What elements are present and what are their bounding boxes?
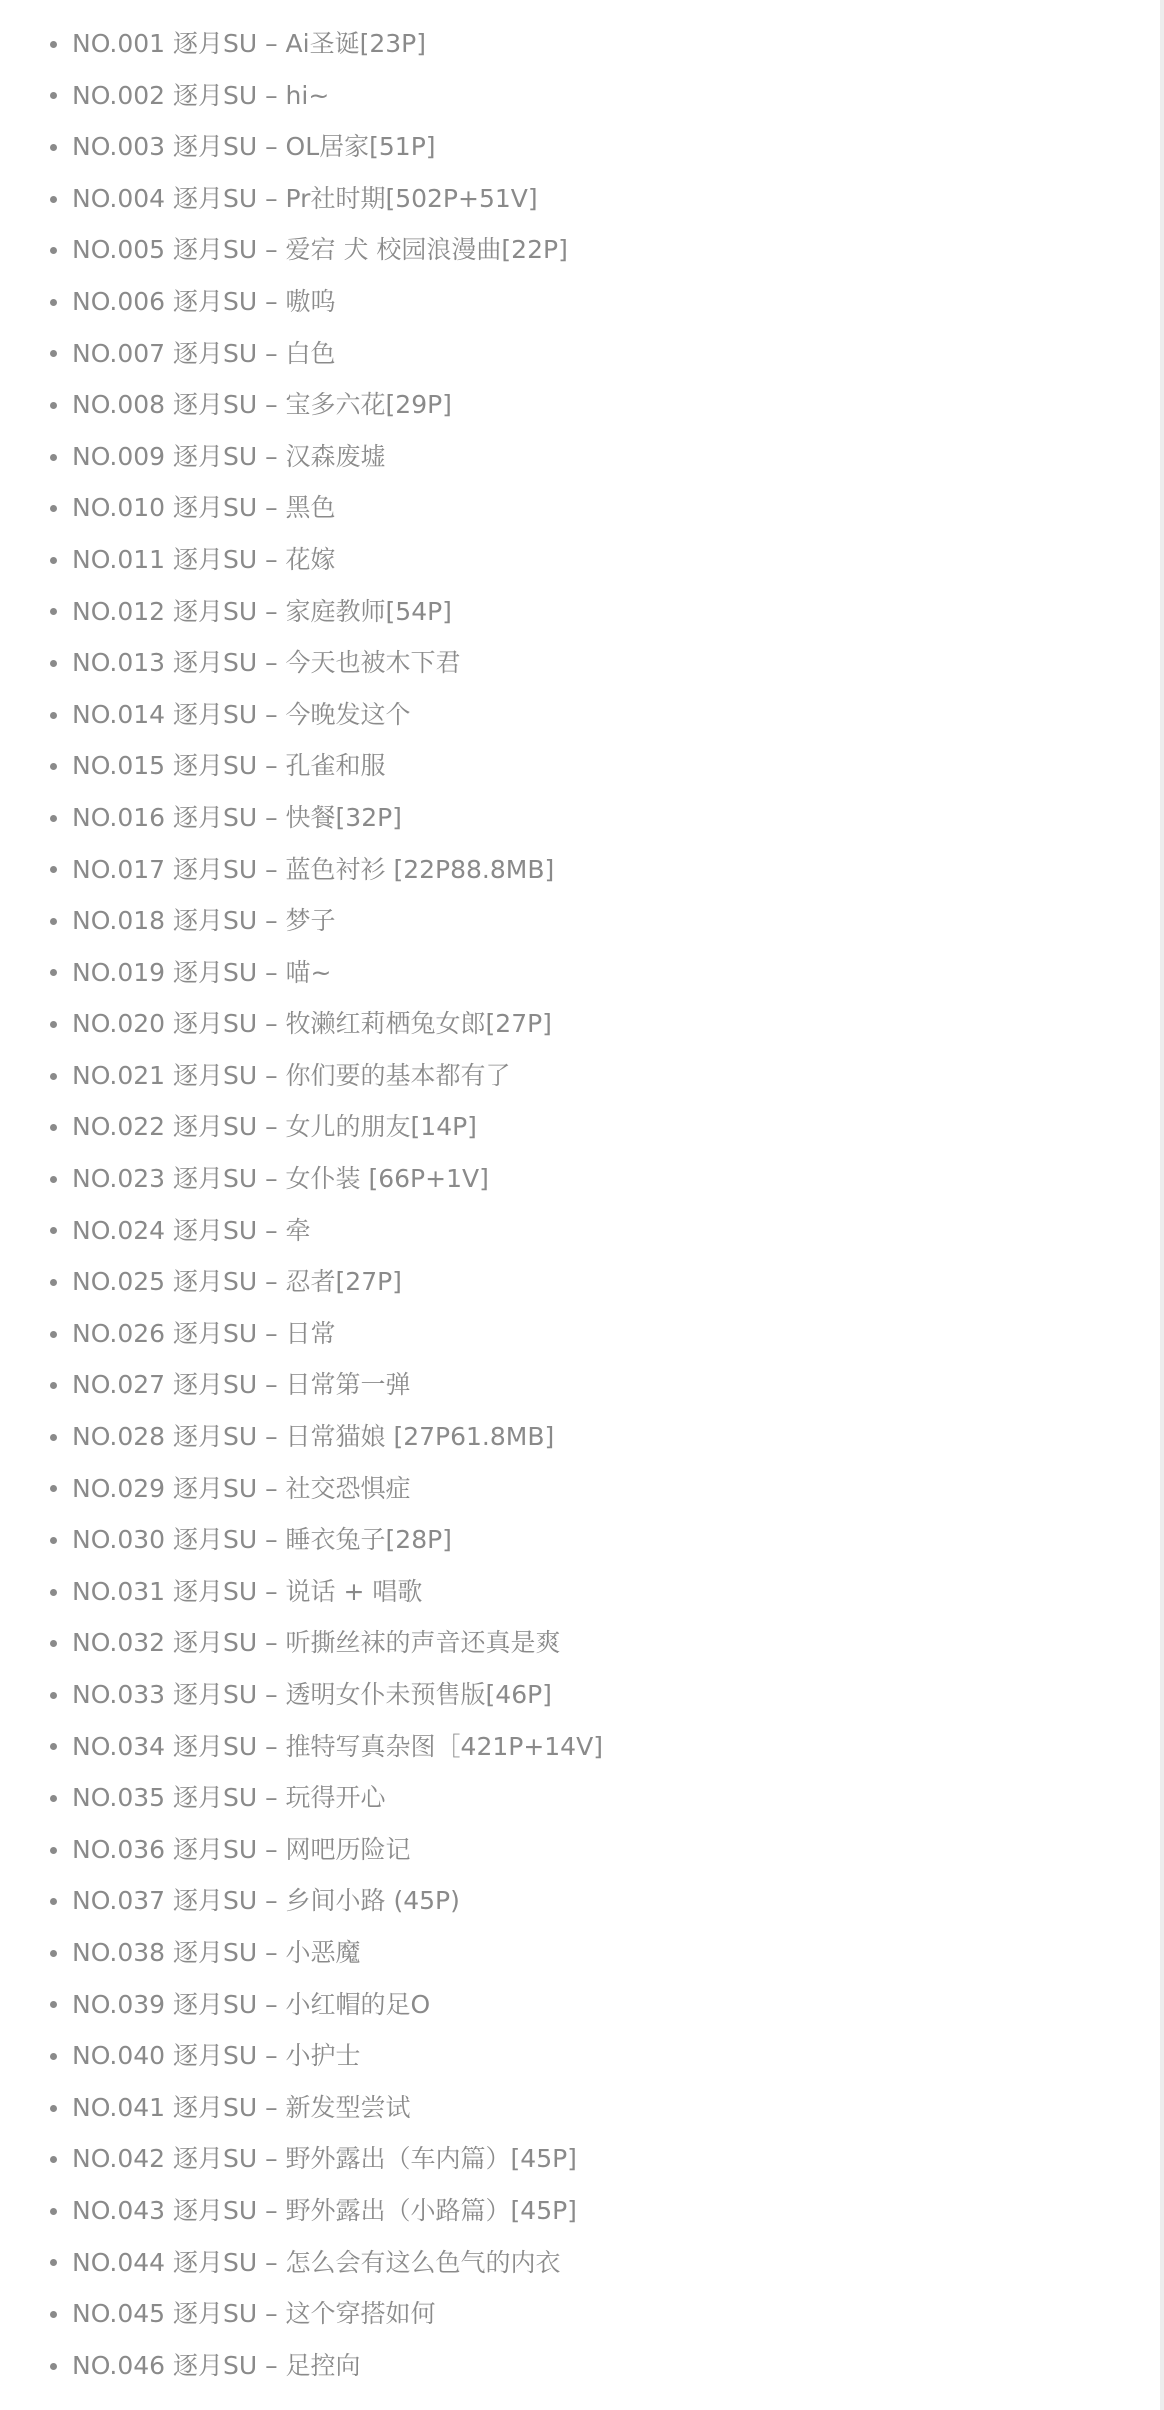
list-item[interactable] (0, 1359, 1160, 1411)
list-item-link[interactable]: NO.032 逐月SU – 听撕丝袜的声音还真是爽 (72, 1628, 561, 1658)
list-item-link[interactable]: NO.006 逐月SU – 嗷呜 (72, 286, 336, 316)
bullet-icon (50, 2156, 57, 2163)
bullet-icon (50, 815, 57, 822)
list-item-link[interactable]: NO.041 逐月SU – 新发型尝试 (72, 2092, 411, 2122)
list-item[interactable] (0, 2237, 1160, 2289)
list-item[interactable] (0, 1927, 1160, 1979)
bullet-icon (50, 2105, 57, 2112)
list-item[interactable] (0, 1721, 1160, 1773)
list-item[interactable] (0, 1875, 1160, 1927)
list-item[interactable] (0, 586, 1160, 638)
bullet-icon (50, 1331, 57, 1338)
bullet-icon (50, 1898, 57, 1905)
bullet-icon (50, 299, 57, 306)
bullet-icon (50, 866, 57, 873)
list-item[interactable] (0, 1050, 1160, 1102)
list-item-link[interactable]: NO.010 逐月SU – 黑色 (72, 493, 336, 523)
bullet-icon (50, 92, 57, 99)
bullet-icon (50, 2363, 57, 2370)
bullet-icon (50, 608, 57, 615)
list-item[interactable] (0, 1256, 1160, 1308)
list-item-link[interactable]: NO.028 逐月SU – 日常猫娘 [27P61.8MB] (72, 1422, 555, 1452)
list-item-link[interactable]: NO.036 逐月SU – 网吧历险记 (72, 1834, 411, 1864)
list-item[interactable] (0, 844, 1160, 896)
list-item-link[interactable]: NO.044 逐月SU – 怎么会有这么色气的内衣 (72, 2247, 561, 2277)
bullet-icon (50, 1743, 57, 1750)
list-item[interactable] (0, 1824, 1160, 1876)
list-item[interactable] (0, 2185, 1160, 2237)
list-item[interactable] (0, 1153, 1160, 1205)
bullet-icon (50, 969, 57, 976)
bullet-icon (50, 1227, 57, 1234)
bullet-icon (50, 557, 57, 564)
list-item[interactable] (0, 689, 1160, 741)
list-item-link[interactable]: NO.003 逐月SU – OL居家[51P] (72, 132, 436, 162)
bullet-icon (50, 1434, 57, 1441)
list-item-link[interactable]: NO.045 逐月SU – 这个穿搭如何 (72, 2299, 436, 2329)
list-item-link[interactable]: NO.042 逐月SU – 野外露出（车内篇）[45P] (72, 2144, 577, 2174)
bullet-icon (50, 1950, 57, 1957)
list-item-link[interactable]: NO.014 逐月SU – 今晚发这个 (72, 699, 411, 729)
list-item[interactable] (0, 482, 1160, 534)
scrollbar-track[interactable] (1160, 0, 1164, 2410)
list-item[interactable] (0, 740, 1160, 792)
list-item[interactable] (0, 1772, 1160, 1824)
list-item-link[interactable]: NO.007 逐月SU – 白色 (72, 338, 336, 368)
list-item[interactable] (0, 1308, 1160, 1360)
list-item[interactable] (0, 2288, 1160, 2340)
bullet-icon (50, 2259, 57, 2266)
list-item[interactable] (0, 328, 1160, 380)
bullet-icon (50, 41, 57, 48)
bullet-icon (50, 1485, 57, 1492)
list-item-link[interactable]: NO.009 逐月SU – 汉森废墟 (72, 441, 386, 471)
list-item[interactable] (0, 1514, 1160, 1566)
list-item[interactable] (0, 2082, 1160, 2134)
list-item[interactable] (0, 2133, 1160, 2185)
bullet-icon (50, 402, 57, 409)
list-item[interactable] (0, 18, 1160, 70)
list-item[interactable] (0, 1205, 1160, 1257)
bullet-icon (50, 2001, 57, 2008)
bullet-icon (50, 505, 57, 512)
list-item-link[interactable]: NO.004 逐月SU – Pr社时期[502P+51V] (72, 183, 538, 213)
list-item-link[interactable]: NO.002 逐月SU – hi~ (72, 80, 330, 110)
list-item[interactable] (0, 998, 1160, 1050)
list-item-link[interactable]: NO.033 逐月SU – 透明女仆未预售版[46P] (72, 1680, 552, 1709)
list-item-link[interactable]: NO.029 逐月SU – 社交恐惧症 (72, 1473, 411, 1503)
list-item-link[interactable]: NO.026 逐月SU – 日常 (72, 1318, 336, 1348)
list-item[interactable] (0, 379, 1160, 431)
bullet-icon (50, 1124, 57, 1131)
list-item[interactable] (0, 224, 1160, 276)
list-item-link[interactable]: NO.022 逐月SU – 女儿的朋友[14P] (72, 1112, 477, 1142)
list-item[interactable] (0, 1101, 1160, 1153)
list-item-link[interactable]: NO.020 逐月SU – 牧濑红莉栖兔女郎[27P] (72, 1009, 552, 1039)
bullet-icon (50, 918, 57, 925)
list-item-link[interactable]: NO.011 逐月SU – 花嫁 (72, 544, 336, 574)
list-item-link[interactable]: NO.012 逐月SU – 家庭教师[54P] (72, 596, 452, 626)
list-item-link[interactable]: NO.005 逐月SU – 爱宕 犬 校园浪漫曲[22P] (72, 235, 568, 265)
bullet-icon (50, 2311, 57, 2318)
list-item-link[interactable]: NO.046 逐月SU – 足控向 (72, 2350, 361, 2380)
list-item[interactable] (0, 1669, 1160, 1721)
list-item[interactable] (0, 1617, 1160, 1669)
list-item-link[interactable]: NO.016 逐月SU – 快餐[32P] (72, 802, 402, 832)
bullet-icon (50, 2053, 57, 2060)
bullet-icon (50, 1847, 57, 1854)
bullet-icon (50, 454, 57, 461)
list-item[interactable] (0, 431, 1160, 483)
list-item[interactable] (0, 2030, 1160, 2082)
bullet-icon (50, 1537, 57, 1544)
bullet-icon (50, 247, 57, 254)
list-item[interactable] (0, 1566, 1160, 1618)
list-item-link[interactable]: NO.037 逐月SU – 乡间小路 (45P) (72, 1886, 460, 1916)
list-item-link[interactable]: NO.039 逐月SU – 小红帽的足O (72, 1989, 431, 2019)
bullet-icon (50, 2208, 57, 2215)
list-item[interactable] (0, 70, 1160, 122)
list-item[interactable] (0, 947, 1160, 999)
list-item[interactable] (0, 2340, 1160, 2392)
bullet-icon (50, 196, 57, 203)
list-item-link[interactable]: NO.038 逐月SU – 小恶魔 (72, 1937, 361, 1967)
bullet-icon (50, 350, 57, 357)
bullet-icon (50, 712, 57, 719)
bullet-icon (50, 763, 57, 770)
list-item[interactable] (0, 173, 1160, 225)
bullet-icon (50, 1021, 57, 1028)
list-item[interactable] (0, 1411, 1160, 1463)
list-item[interactable] (0, 895, 1160, 947)
bullet-icon (50, 1640, 57, 1647)
list-item-link[interactable]: NO.001 逐月SU – Ai圣诞[23P] (72, 29, 426, 58)
list-item-link[interactable]: NO.025 逐月SU – 忍者[27P] (72, 1267, 402, 1297)
list-item-link[interactable]: NO.030 逐月SU – 睡衣兔子[28P] (72, 1525, 452, 1555)
list-item-link[interactable]: NO.017 逐月SU – 蓝色衬衫 [22P88.8MB] (72, 854, 555, 884)
list-item[interactable] (0, 792, 1160, 844)
bullet-icon (50, 1589, 57, 1596)
list-item-link[interactable]: NO.043 逐月SU – 野外露出（小路篇）[45P] (72, 2195, 577, 2225)
list-item-link[interactable]: NO.031 逐月SU – 说话 + 唱歌 (72, 1576, 423, 1606)
list-item-link[interactable]: NO.023 逐月SU – 女仆装 [66P+1V] (72, 1164, 489, 1194)
list-item-link[interactable]: NO.021 逐月SU – 你们要的基本都有了 (72, 1060, 511, 1090)
list-item[interactable] (0, 637, 1160, 689)
list-item-link[interactable]: NO.035 逐月SU – 玩得开心 (72, 1783, 386, 1813)
list-item-link[interactable]: NO.040 逐月SU – 小护士 (72, 2041, 361, 2071)
list-item-link[interactable]: NO.024 逐月SU – 牵 (72, 1215, 311, 1245)
list-item[interactable] (0, 1979, 1160, 2031)
bullet-icon (50, 144, 57, 151)
list-item-link[interactable]: NO.019 逐月SU – 喵~ (72, 957, 332, 987)
list-item-link[interactable]: NO.015 逐月SU – 孔雀和服 (72, 751, 386, 781)
list-item[interactable] (0, 534, 1160, 586)
bullet-icon (50, 1795, 57, 1802)
list-item-link[interactable]: NO.008 逐月SU – 宝多六花[29P] (72, 390, 452, 420)
bullet-icon (50, 1073, 57, 1080)
bullet-icon (50, 660, 57, 667)
list-item-link[interactable]: NO.027 逐月SU – 日常第一弹 (72, 1370, 411, 1400)
list-item-link[interactable]: NO.034 逐月SU – 推特写真杂图［421P+14V] (72, 1731, 603, 1761)
list-item-link[interactable]: NO.013 逐月SU – 今天也被木下君 (72, 648, 461, 678)
bullet-icon (50, 1382, 57, 1389)
list-item[interactable] (0, 1463, 1160, 1515)
bullet-icon (50, 1176, 57, 1183)
bullet-icon (50, 1692, 57, 1699)
list-item[interactable] (0, 121, 1160, 173)
bullet-icon (50, 1279, 57, 1286)
list-item-link[interactable]: NO.018 逐月SU – 梦子 (72, 906, 336, 936)
list-item[interactable] (0, 276, 1160, 328)
